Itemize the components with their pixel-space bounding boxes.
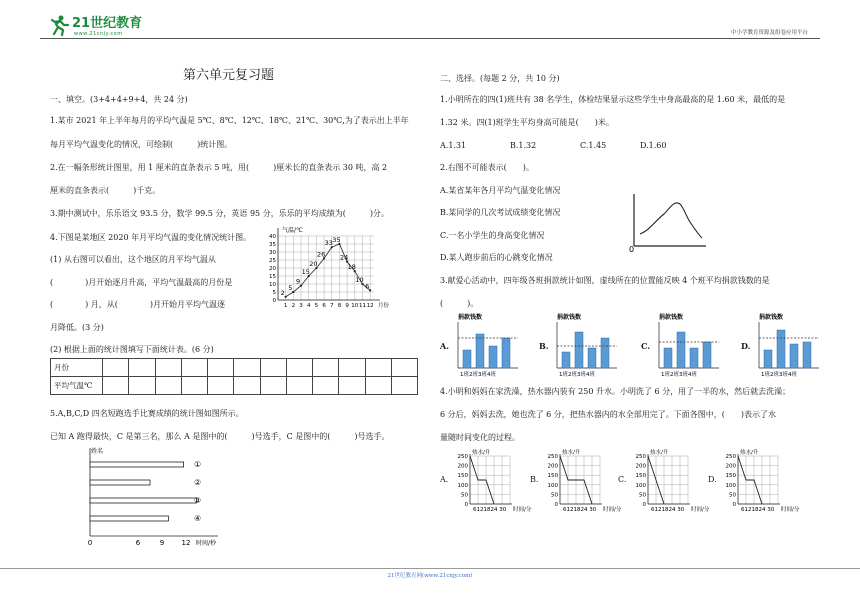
y-tick-label: 200 [547, 463, 558, 470]
donation-bar [463, 350, 471, 368]
y-tick-label: 30 [269, 250, 276, 256]
brand-logo-subtext: www.21cnjy.com [74, 31, 123, 37]
fill-q4-1-line3: ( ) 月，从( )月开始月平均气温逐 [50, 300, 226, 309]
choice-q1-line1: 1.小明所在的四(1)班共有 38 名学生，体检结果显示这些学生中身高最高的是 1.60 米，最低的是 [440, 95, 786, 104]
q3-donation-chart [755, 312, 829, 378]
runner-logo-icon [48, 14, 70, 36]
footer-divider [0, 568, 860, 569]
runner-bar-label: ② [194, 478, 202, 487]
header-divider [40, 38, 820, 39]
q3-donation-chart [454, 312, 528, 378]
donation-bar [601, 338, 609, 368]
q3-option-label[interactable]: B. [539, 341, 549, 351]
x-tick-label: 5 [314, 303, 319, 309]
chart-title: 捐款钱数 [458, 314, 483, 321]
temperature-value-label: 35 [332, 236, 341, 244]
q4-option-label[interactable]: A. [440, 475, 449, 484]
q4-option-label[interactable]: B. [530, 475, 539, 484]
y-tick-label: 0 [272, 298, 276, 304]
y-axis-label: 热水/升 [650, 450, 669, 456]
donation-bar [664, 348, 672, 368]
platform-name: 中小学教育资源及组卷应用平台 [730, 30, 808, 36]
class-labels: 1班2班3班4班 [661, 372, 697, 378]
fill-q2-line1: 2.在一幅条形统计图里，用 1 厘米的直条表示 5 吨，用( )厘米长的直条表示 30 吨，高 2 [50, 163, 388, 172]
y-tick-label: 50 [729, 492, 736, 499]
choice-q2-option-d: D.某人跑步前后的心跳变化情况 [440, 253, 553, 262]
brand-logo-text: 21世纪教育 [72, 16, 143, 31]
curve-origin-label: 0 [629, 245, 635, 254]
temperature-value-label: 6 [365, 282, 370, 291]
donation-bar [677, 332, 685, 368]
temperature-value-label: 20 [309, 260, 318, 268]
water-level-line [470, 456, 494, 504]
temperature-line-chart [258, 224, 408, 316]
choice-q2: 2.右图不可能表示( )。 [440, 163, 534, 172]
choice-q1-option-b: B.1.32 [510, 141, 537, 150]
y-tick-label: 40 [269, 234, 276, 240]
x-tick-label: 6 [135, 539, 141, 547]
y-axis-label: 热水/升 [740, 450, 759, 456]
y-axis-label: 热水/升 [562, 450, 581, 456]
footer-text: 21世纪教育网(www.21cnjy.com) [387, 573, 473, 579]
x-tick-label: 9 [345, 303, 349, 309]
page-title: 第六单元复习题 [183, 68, 275, 83]
q4-water-chart [538, 448, 622, 518]
donation-bar [489, 346, 497, 368]
fill-q4-1-line2: ( )月开始逐月升高，平均气温最高的月份是 [50, 278, 233, 287]
x-tick-label: 10 [351, 303, 359, 309]
q4-option-label[interactable]: D. [708, 475, 717, 484]
donation-bar [764, 350, 772, 368]
table-header-cell: 平均气温℃ [51, 377, 103, 395]
y-tick-label: 100 [635, 482, 646, 489]
runner-bar [90, 516, 168, 521]
q3-donation-chart [553, 312, 627, 378]
y-axis-label: 热水/升 [472, 450, 491, 456]
x-tick-label: 12 [181, 539, 191, 547]
x-axis-unit: 月份 [378, 303, 390, 309]
x-axis-label: 时间/分 [603, 507, 622, 513]
choice-q2-option-b: B.某同学的几次考试成绩变化情况 [440, 208, 561, 217]
chart-title: 捐款钱数 [759, 314, 784, 321]
runner-bar [90, 462, 184, 467]
fill-q4-2: (2) 根据上面的统计图填写下面统计表。(6 分) [50, 345, 214, 354]
y-tick-label: 150 [547, 473, 558, 480]
choice-q1-option-a: A.1.31 [440, 141, 467, 150]
q3-option-label[interactable]: D. [741, 341, 751, 351]
section1-heading: 一、填空。(3+4+4+9+4，共 24 分) [50, 95, 188, 104]
runner-bar [90, 498, 196, 503]
runner-bar-label: ① [194, 460, 202, 469]
y-tick-label: 150 [725, 473, 736, 480]
temperature-point [285, 296, 287, 298]
x-axis-label: 时间/分 [691, 507, 710, 513]
class-labels: 1班2班3班4班 [460, 372, 496, 378]
class-labels: 1班2班3班4班 [559, 372, 595, 378]
x-tick-labels: 6121824 30 [741, 507, 775, 513]
temperature-value-label: 2 [280, 288, 285, 297]
water-level-line [738, 456, 762, 504]
y-tick-label: 250 [635, 454, 646, 460]
fill-q4-1-line4: 月降低。(3 分) [50, 323, 104, 332]
y-tick-label: 25 [269, 258, 276, 264]
choice-q2-option-a: A.某省某年各月平均气温变化情况 [440, 186, 561, 195]
y-tick-label: 100 [457, 482, 468, 489]
temperature-point [300, 285, 302, 287]
fill-q1-line1: 1.某市 2021 年上半年每月的平均气温是 5℃、8℃、12℃、18℃、21℃、30℃,为了表示出上半年 [50, 116, 409, 125]
temperature-point [369, 289, 371, 291]
runner-bar-label: ④ [194, 514, 202, 523]
fill-q3: 3.期中测试中，乐乐语文 93.5 分，数学 99.5 分，英语 95 分，乐乐的平均成绩为( )分。 [50, 209, 389, 218]
x-tick-label: 6 [322, 303, 326, 309]
y-tick-label: 15 [269, 274, 276, 280]
donation-bar [588, 348, 596, 368]
choice-q4-line2: 6 分后，妈妈去洗，她也洗了 6 分，把热水器内的水全部用完了。下面各图中，( )表示了水 [440, 410, 777, 419]
choice-q2-option-c: C.一名小学生的身高变化情况 [440, 231, 545, 240]
y-tick-label: 0 [464, 502, 468, 508]
y-tick-label: 0 [554, 502, 558, 508]
x-tick-label: 7 [330, 303, 334, 309]
x-tick-labels: 6121824 30 [563, 507, 597, 513]
x-axis-label: 时间/分 [781, 507, 800, 513]
temperature-value-label: 15 [301, 268, 310, 276]
y-tick-label: 100 [725, 482, 736, 489]
donation-bar [690, 348, 698, 368]
x-tick-labels: 6121824 30 [473, 507, 507, 513]
y-tick-label: 50 [461, 492, 468, 499]
q4-water-chart [716, 448, 800, 518]
y-tick-label: 250 [725, 454, 736, 460]
x-axis-label: 时间/分 [513, 507, 532, 513]
temperature-point [292, 291, 294, 293]
donation-bar [562, 352, 570, 368]
q3-donation-chart [655, 312, 729, 378]
donation-bar [777, 330, 785, 368]
y-tick-label: 150 [457, 473, 468, 480]
q4-option-label[interactable]: C. [618, 475, 627, 484]
y-tick-label: 250 [457, 454, 468, 460]
choice-q4-line1: 4.小明和妈妈在家洗澡，热水器内装有 250 升水。小明洗了 6 分，用了一半的水，然后就去洗澡； [440, 387, 791, 396]
x-tick-label: 12 [366, 303, 374, 309]
q4-water-chart [626, 448, 710, 518]
chart-title: 捐款钱数 [557, 314, 582, 321]
temperature-stats-table [50, 358, 418, 395]
donation-bar [476, 334, 484, 368]
y-tick-label: 150 [635, 473, 646, 480]
x-tick-label: 1 [283, 303, 288, 309]
chart-title: 捐款钱数 [659, 314, 684, 321]
temperature-value-label: 9 [295, 277, 301, 286]
donation-bar [790, 344, 798, 368]
y-tick-label: 100 [547, 482, 558, 489]
choice-q1-option-d: D.1.60 [640, 141, 667, 150]
fill-q2-line2: 厘米的直条表示( )千克。 [50, 186, 161, 195]
choice-q3-line2: ( )。 [440, 299, 479, 308]
y-tick-label: 20 [269, 266, 276, 272]
fill-q1-line2: 每月平均气温变化的情况，可绘制( )统计图。 [50, 140, 233, 149]
q4-water-chart [448, 448, 532, 518]
x-tick-labels: 6121824 30 [651, 507, 685, 513]
choice-q1-line2: 1.32 米。四(1)班学生平均身高可能是( )米。 [440, 118, 614, 127]
y-tick-label: 50 [551, 492, 558, 499]
runner-bar-chart [82, 444, 222, 546]
choice-q4-line3: 量随时间变化的过程。 [440, 433, 520, 442]
x-tick-label: 8 [337, 303, 342, 309]
temperature-value-label: 18 [347, 263, 356, 272]
q3-option-label[interactable]: C. [641, 341, 651, 351]
y-tick-label: 200 [635, 463, 646, 470]
donation-bar [502, 338, 510, 368]
x-axis-label: 时间/秒 [196, 540, 217, 547]
y-tick-label: 200 [725, 463, 736, 470]
temperature-value-label: 26 [316, 250, 326, 259]
donation-bar [575, 332, 583, 368]
fill-q4-1-line1: (1) 从右图可以看出，这个地区的月平均气温从 [50, 255, 216, 264]
y-tick-label: 50 [639, 492, 646, 499]
x-tick-label: 2 [291, 303, 296, 309]
donation-bar [803, 342, 811, 368]
x-tick-label: 3 [299, 303, 303, 309]
y-tick-label: 10 [269, 282, 276, 288]
temperature-value-label: 33 [324, 239, 333, 248]
temperature-value-label: 24 [339, 253, 349, 262]
x-tick-label: 4 [306, 303, 311, 309]
y-axis-label: 气温/℃ [282, 227, 303, 234]
table-row [51, 377, 418, 395]
runner-bar [90, 480, 150, 485]
x-tick-label: 9 [159, 539, 165, 547]
temperature-value-label: 10 [355, 276, 364, 284]
fill-q5-text: 已知 A 跑得最快，C 是第三名，那么 A 是图中的( )号选手，C 是图中的( )号选手。 [50, 432, 390, 441]
fill-q5: 5.A,B,C,D 四名短跑选手比赛成绩的统计图如图所示。 [50, 409, 244, 418]
table-header-cell: 月份 [51, 359, 103, 377]
table-row [51, 359, 418, 377]
y-axis-label: 姓名 [91, 448, 104, 455]
donation-bar [703, 342, 711, 368]
y-tick-label: 35 [269, 242, 276, 248]
q3-option-label[interactable]: A. [440, 341, 449, 351]
x-tick-label: 11 [358, 303, 366, 309]
y-tick-label: 0 [642, 502, 646, 508]
y-tick-label: 0 [732, 502, 736, 508]
fill-q4-intro: 4.下图是某地区 2020 年月平均气温的变化情况统计图。 [50, 233, 252, 242]
section2-heading: 二、选择。(每题 2 分，共 10 分) [440, 74, 560, 83]
temperature-value-label: 5 [288, 284, 293, 292]
runner-bar-label: ③ [194, 496, 202, 505]
choice-q1-option-c: C.1.45 [580, 141, 607, 150]
y-tick-label: 5 [272, 290, 276, 296]
choice-q3-line1: 3.献爱心活动中，四年级各班捐款统计如图，虚线所在的位置能反映 4 个班平均捐款钱数的是 [440, 276, 770, 285]
class-labels: 1班2班3班4班 [761, 372, 797, 378]
y-tick-label: 250 [547, 454, 558, 460]
curve-figure [628, 190, 708, 254]
x-tick-label: 0 [87, 539, 93, 547]
y-tick-label: 200 [457, 463, 468, 470]
